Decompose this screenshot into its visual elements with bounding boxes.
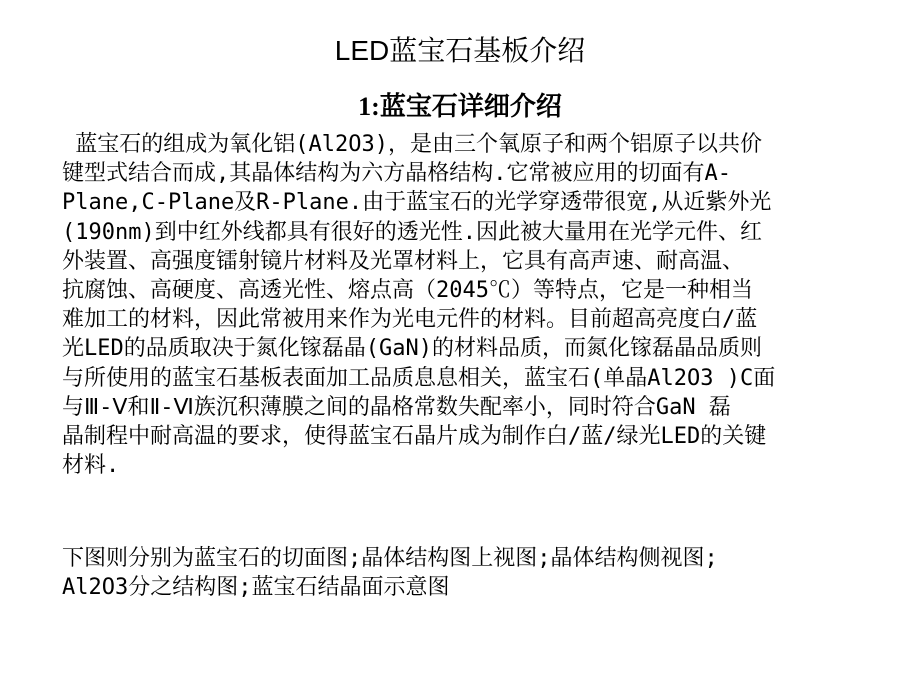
paragraph-1-line: 键型式结合而成,其晶体结构为六方晶格结构.它常被应用的切面有A- xyxy=(62,161,731,187)
paragraph-1-line: (190nm)到中红外线都具有很好的透光性.因此被大量用在光学元件、红 xyxy=(62,219,762,245)
paragraph-2-line: Al2O3分之结构图;蓝宝石结晶面示意图 xyxy=(62,575,450,601)
paragraph-1-line: Plane,C-Plane及R-Plane.由于蓝宝石的光学穿透带很宽,从近紫外光 xyxy=(62,190,772,216)
paragraph-1-line: 光LED的品质取决于氮化镓磊晶(GaN)的材料品质，而氮化镓磊晶品质则 xyxy=(62,336,762,362)
paragraph-1-line: 与所使用的蓝宝石基板表面加工品质息息相关，蓝宝石(单晶Al2O3 )C面 xyxy=(62,365,776,391)
paragraph-1-line: 与Ⅲ-Ⅴ和Ⅱ-Ⅵ族沉积薄膜之间的晶格常数失配率小，同时符合GaN 磊 xyxy=(62,394,731,420)
paragraph-1-line: 晶制程中耐高温的要求，使得蓝宝石晶片成为制作白/蓝/绿光LED的关键 xyxy=(62,423,767,449)
paragraph-1-line: 外装置、高强度镭射镜片材料及光罩材料上，它具有高声速、耐高温、 xyxy=(62,248,745,274)
body-paragraph-1 xyxy=(62,130,872,480)
paragraph-1-line: 抗腐蚀、高硬度、高透光性、熔点高（2045℃）等特点，它是一种相当 xyxy=(62,277,753,303)
body-paragraph-2 xyxy=(62,544,872,602)
paragraph-2-line: 下图则分别为蓝宝石的切面图;晶体结构图上视图;晶体结构侧视图; xyxy=(62,546,718,571)
paragraph-1-line: 蓝宝石的组成为氧化铝(Al2O3)，是由三个氧原子和两个铝原子以共价 xyxy=(62,132,762,157)
paragraph-1-line: 难加工的材料，因此常被用来作为光电元件的材料。目前超高亮度白/蓝 xyxy=(62,307,758,333)
section-heading: 1:蓝宝石详细介绍 xyxy=(358,92,562,121)
slide-title: LED蓝宝石基板介绍 xyxy=(334,35,586,66)
paragraph-1-line: 材料. xyxy=(62,453,120,479)
